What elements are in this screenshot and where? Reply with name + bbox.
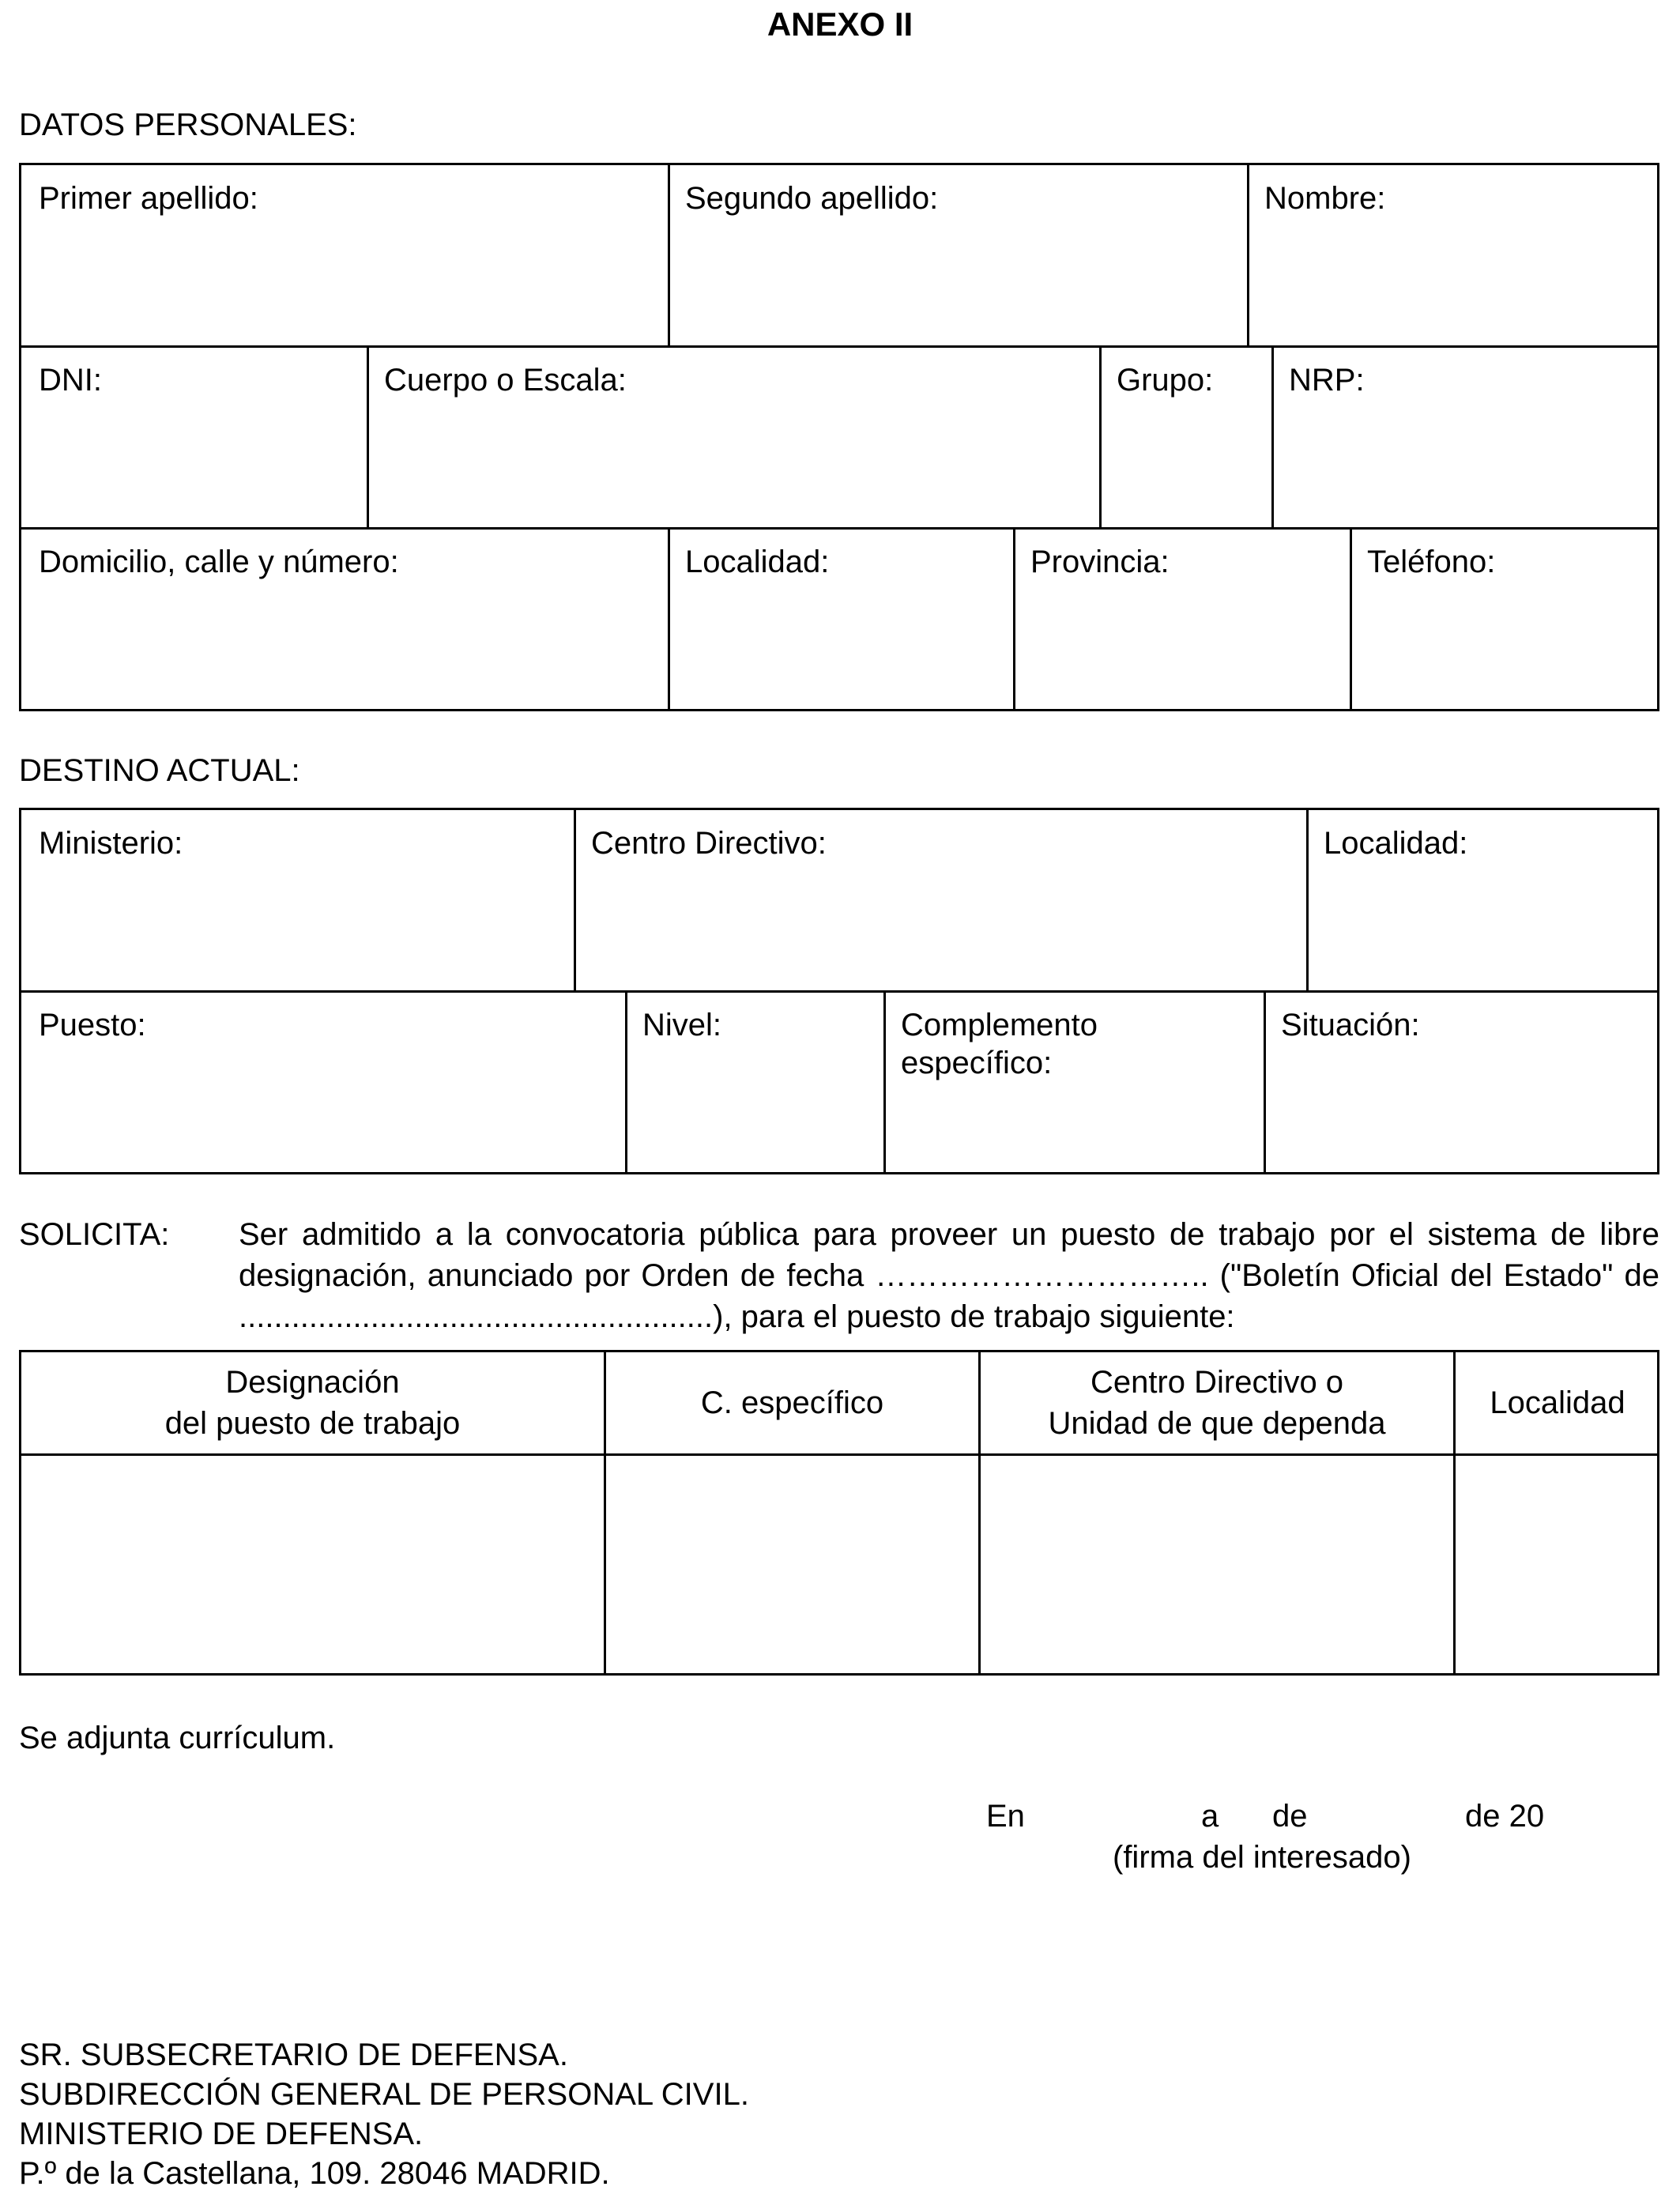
- field-label: NRP:: [1289, 363, 1365, 398]
- field-provincia[interactable]: [1013, 529, 1350, 709]
- field-label: Primer apellido:: [39, 181, 258, 216]
- fecha-en: En: [986, 1799, 1025, 1834]
- field-label: Localidad:: [685, 545, 830, 579]
- field-puesto[interactable]: [21, 992, 625, 1172]
- field-primer-apellido[interactable]: [21, 165, 668, 345]
- datos-personales-heading: DATOS PERSONALES:: [19, 107, 357, 142]
- column-header-designacion: Designación del puesto de trabajo: [164, 1365, 461, 1441]
- field-label: Ministerio:: [39, 826, 183, 861]
- column-header-c-especifico: C. específico: [700, 1385, 884, 1420]
- field-dni[interactable]: [21, 347, 367, 527]
- field-label: Teléfono:: [1367, 545, 1496, 579]
- field-grupo[interactable]: [1099, 347, 1271, 527]
- page-title: ANEXO II: [767, 6, 913, 43]
- field-label: Nivel:: [642, 1008, 722, 1042]
- field-nivel[interactable]: [625, 992, 883, 1172]
- field-label: Centro Directivo:: [591, 826, 827, 861]
- field-cuerpo-escala[interactable]: [367, 347, 1099, 527]
- field-label: Provincia:: [1030, 545, 1170, 579]
- destinatario-line: MINISTERIO DE DEFENSA.: [19, 2117, 424, 2151]
- field-label: Grupo:: [1117, 363, 1214, 398]
- field-label: DNI:: [39, 363, 102, 398]
- firma-interesado: (firma del interesado): [1113, 1840, 1411, 1875]
- cell-localidad[interactable]: [1456, 1456, 1659, 1673]
- solicita-text: Ser admitido a la convocatoria pública para proveer un puesto de trabajo por el sistema de libre designación, anunciado por Orden de fecha ………………………….. ("Boletín Oficial del Estado" de ......................................................), para el puesto de trabajo siguiente:: [239, 1217, 1659, 1334]
- destinatario-line: P.º de la Castellana, 109. 28046 MADRID.: [19, 2156, 610, 2191]
- cell-c-especifico[interactable]: [606, 1456, 978, 1673]
- field-nrp[interactable]: [1271, 347, 1659, 527]
- destinatario-line: SUBDIRECCIÓN GENERAL DE PERSONAL CIVIL.: [19, 2077, 749, 2112]
- field-complemento-especifico[interactable]: [883, 992, 1264, 1172]
- field-destino-localidad[interactable]: [1306, 810, 1659, 990]
- field-domicilio[interactable]: [21, 529, 668, 709]
- fecha-de-20: de 20: [1465, 1799, 1545, 1834]
- field-label: Nombre:: [1264, 181, 1386, 216]
- cell-designacion[interactable]: [21, 1456, 604, 1673]
- field-ministerio[interactable]: [21, 810, 574, 990]
- cell-centro-directivo[interactable]: [981, 1456, 1453, 1673]
- column-header-localidad: Localidad: [1490, 1385, 1625, 1420]
- puesto-table: [19, 1350, 1659, 1676]
- field-situacion[interactable]: [1264, 992, 1659, 1172]
- field-nombre[interactable]: [1247, 165, 1659, 345]
- solicita-label: SOLICITA:: [19, 1217, 170, 1252]
- datos-personales-table: [19, 163, 1659, 711]
- field-centro-directivo[interactable]: [574, 810, 1306, 990]
- destino-actual-table: [19, 808, 1659, 1174]
- fecha-a: a: [1201, 1799, 1219, 1834]
- adjunta-curriculum: Se adjunta currículum.: [19, 1721, 336, 1755]
- field-localidad[interactable]: [668, 529, 1013, 709]
- fecha-de: de: [1272, 1799, 1308, 1834]
- field-label: Complemento específico:: [901, 1008, 1098, 1080]
- field-segundo-apellido[interactable]: [668, 165, 1247, 345]
- field-telefono[interactable]: [1350, 529, 1659, 709]
- field-label: Cuerpo o Escala:: [384, 363, 627, 398]
- field-label: Segundo apellido:: [685, 181, 939, 216]
- destinatario-line: SR. SUBSECRETARIO DE DEFENSA.: [19, 2038, 568, 2072]
- destino-actual-heading: DESTINO ACTUAL:: [19, 753, 300, 788]
- field-label: Puesto:: [39, 1008, 146, 1042]
- field-label: Localidad:: [1324, 826, 1468, 861]
- field-label: Situación:: [1281, 1008, 1420, 1042]
- column-header-centro-directivo: Centro Directivo o Unidad de que dependa: [1048, 1365, 1386, 1441]
- field-label: Domicilio, calle y número:: [39, 545, 399, 579]
